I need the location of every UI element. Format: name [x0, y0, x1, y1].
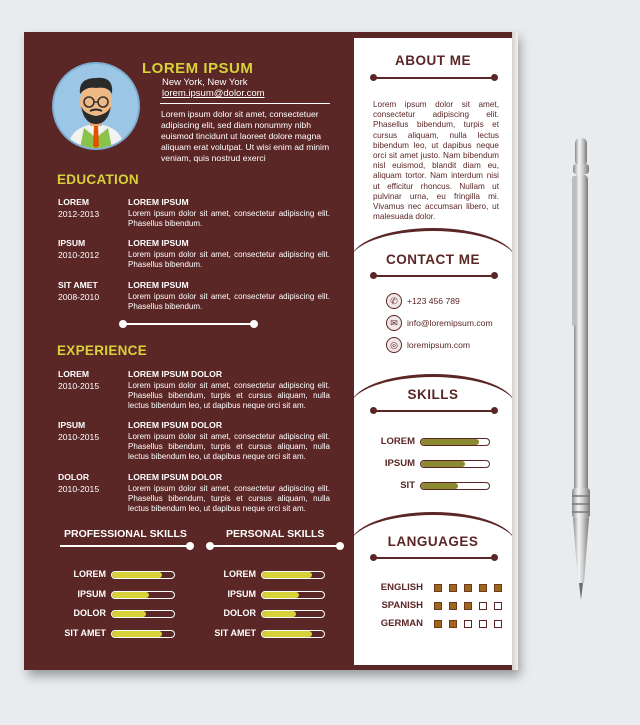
- language-level-square: [494, 602, 502, 610]
- skills-title: SKILLS: [407, 387, 459, 402]
- divider-dot: [370, 554, 377, 561]
- avatar: [52, 62, 140, 150]
- contact-web[interactable]: loremipsum.com: [407, 340, 471, 350]
- section-divider: [123, 323, 255, 325]
- experience-heading: LOREM IPSUM DOLOR: [128, 472, 223, 482]
- divider-dot: [250, 320, 258, 328]
- divider-dot: [186, 542, 194, 550]
- pen-icon: [566, 138, 596, 608]
- phone-icon: ✆: [386, 293, 402, 309]
- globe-icon: ◎: [386, 337, 402, 353]
- education-heading: LOREM IPSUM: [128, 280, 189, 290]
- location: New York, New York: [162, 77, 248, 88]
- divider-dot: [370, 74, 377, 81]
- language-label: SPANISH: [381, 600, 423, 611]
- resume-sheet: [24, 32, 516, 670]
- language-level-square: [449, 584, 457, 592]
- language-level-square: [449, 602, 457, 610]
- language-level-square: [449, 620, 457, 628]
- experience-title: EXPERIENCE: [57, 343, 148, 358]
- language-level-square: [464, 602, 472, 610]
- experience-heading: LOREM IPSUM DOLOR: [128, 420, 223, 430]
- experience-date: 2010-2015: [58, 432, 100, 442]
- language-label: GERMAN: [380, 618, 423, 629]
- skills-divider: [372, 410, 496, 412]
- divider-dot: [370, 407, 377, 414]
- language-level-square: [494, 620, 502, 628]
- skill-label: DOLOR: [223, 608, 256, 618]
- language-level-square: [494, 584, 502, 592]
- professional-skills-divider: [60, 545, 190, 547]
- contact-title: CONTACT ME: [386, 252, 480, 267]
- skill-label: LOREM: [223, 569, 256, 579]
- experience-date: 2010-2015: [58, 381, 100, 391]
- professional-skills-title: PROFESSIONAL SKILLS: [64, 528, 187, 540]
- language-level-square: [464, 584, 472, 592]
- education-text: Lorem ipsum dolor sit amet, consectetur adipiscing elit. Phasellus bibendum.: [128, 209, 330, 228]
- education-heading: LOREM IPSUM: [128, 197, 189, 207]
- experience-text: Lorem ipsum dolor sit amet, consectetur adipiscing elit. Phasellus bibendum, turpis et cursus aliquam, nulla lectus bibendum leo, ut dapibus neque orci sit am.: [128, 432, 330, 461]
- skill-bar-fill: [112, 631, 162, 637]
- divider-dot: [491, 74, 498, 81]
- about-text: Lorem ipsum dolor sit amet, consectetur adipiscing elit. Phasellus bibendum, turpis et cursus aliquam, nulla lectus bibendum leo, ut dapibus neque orci sit amet justo. Nam bibendum nisl euismod, blandit diam eu, aliquam tortor. Nam interdum nisi ut efficitur rhoncus. Nullam ut pulvinar urna, eu fringilla mi. Vivamus nec accumsan libero, ut malesuada dolor.: [373, 100, 499, 222]
- divider-dot: [491, 407, 498, 414]
- languages-divider: [372, 557, 496, 559]
- education-text: Lorem ipsum dolor sit amet, consectetur adipiscing elit. Phasellus bibendum.: [128, 292, 330, 311]
- skill-label: IPSUM: [77, 588, 106, 599]
- language-level-square: [434, 602, 442, 610]
- skill-bar-fill: [112, 611, 146, 617]
- language-level-square: [479, 584, 487, 592]
- language-level-square: [479, 602, 487, 610]
- divider-dot: [370, 272, 377, 279]
- skill-label: LOREM: [380, 436, 415, 447]
- skill-label: IPSUM: [384, 458, 415, 469]
- skill-bar-fill: [262, 572, 312, 578]
- skill-bar: [420, 482, 490, 490]
- education-title: EDUCATION: [57, 172, 139, 187]
- right-panel: [354, 38, 512, 665]
- skill-bar: [111, 610, 175, 618]
- contact-email[interactable]: info@loremipsum.com: [407, 318, 493, 328]
- skill-label: SIT AMET: [64, 627, 106, 638]
- skill-label: IPSUM: [227, 588, 256, 599]
- mail-icon: ✉: [386, 315, 402, 331]
- email-link[interactable]: lorem.ipsum@dolor.com: [162, 88, 265, 99]
- skill-bar: [111, 630, 175, 638]
- skill-bar: [111, 571, 175, 579]
- personal-skills-divider: [210, 545, 340, 547]
- education-key: IPSUM: [58, 238, 86, 248]
- personal-skills-title: PERSONAL SKILLS: [226, 528, 325, 540]
- skill-bar: [261, 610, 325, 618]
- contact-phone[interactable]: +123 456 789: [407, 296, 460, 306]
- skill-label: SIT AMET: [214, 627, 256, 638]
- skill-bar-fill: [421, 461, 465, 467]
- education-text: Lorem ipsum dolor sit amet, consectetur adipiscing elit. Phasellus bibendum.: [128, 250, 330, 269]
- divider-dot: [491, 554, 498, 561]
- language-label: ENGLISH: [380, 582, 423, 593]
- education-date: 2012-2013: [58, 209, 100, 219]
- skill-bar: [261, 591, 325, 599]
- about-title: ABOUT ME: [395, 53, 471, 68]
- experience-date: 2010-2015: [58, 484, 100, 494]
- education-date: 2008-2010: [58, 292, 100, 302]
- divider-dot: [206, 542, 214, 550]
- intro-text: Lorem ipsum dolor sit amet, consectetuer adipiscing elit, sed diam nonummy nibh euismod tincidunt ut laoreet dolore magna aliquam erat volutpat. Ut wisi enim ad minim veniam, quis nostrud exerci: [161, 109, 330, 163]
- language-level-square: [434, 620, 442, 628]
- skill-bar-fill: [262, 631, 312, 637]
- header-divider: [160, 103, 330, 104]
- education-key: SIT AMET: [58, 280, 98, 290]
- experience-key: IPSUM: [58, 420, 86, 430]
- experience-heading: LOREM IPSUM DOLOR: [128, 369, 223, 379]
- skill-label: DOLOR: [73, 608, 106, 618]
- skill-bar-fill: [112, 572, 162, 578]
- skill-label: SIT: [400, 480, 415, 491]
- divider-dot: [336, 542, 344, 550]
- skill-bar: [420, 438, 490, 446]
- education-heading: LOREM IPSUM: [128, 238, 189, 248]
- skill-bar: [111, 591, 175, 599]
- contact-divider: [372, 275, 496, 277]
- person-name: LOREM IPSUM: [142, 60, 254, 77]
- experience-key: DOLOR: [58, 472, 90, 482]
- education-key: LOREM: [58, 197, 90, 207]
- skill-bar-fill: [421, 439, 479, 445]
- skill-bar-fill: [262, 592, 299, 598]
- about-divider: [372, 77, 496, 79]
- experience-key: LOREM: [58, 369, 90, 379]
- skill-bar: [261, 630, 325, 638]
- language-level-square: [479, 620, 487, 628]
- language-level-square: [434, 584, 442, 592]
- skill-bar-fill: [262, 611, 296, 617]
- skill-bar: [261, 571, 325, 579]
- languages-title: LANGUAGES: [387, 534, 479, 549]
- language-level-square: [464, 620, 472, 628]
- experience-text: Lorem ipsum dolor sit amet, consectetur adipiscing elit. Phasellus bibendum, turpis et cursus aliquam, nulla lectus bibendum leo, ut dapibus neque orci sit am.: [128, 381, 330, 410]
- education-date: 2010-2012: [58, 250, 100, 260]
- experience-text: Lorem ipsum dolor sit amet, consectetur adipiscing elit. Phasellus bibendum, turpis et cursus aliquam, nulla lectus bibendum leo, ut dapibus neque orci sit am.: [128, 484, 330, 513]
- skill-label: LOREM: [73, 569, 106, 579]
- divider-dot: [119, 320, 127, 328]
- man-portrait-icon: [54, 64, 138, 148]
- skill-bar-fill: [112, 592, 149, 598]
- skill-bar-fill: [421, 483, 458, 489]
- divider-dot: [491, 272, 498, 279]
- skill-bar: [420, 460, 490, 468]
